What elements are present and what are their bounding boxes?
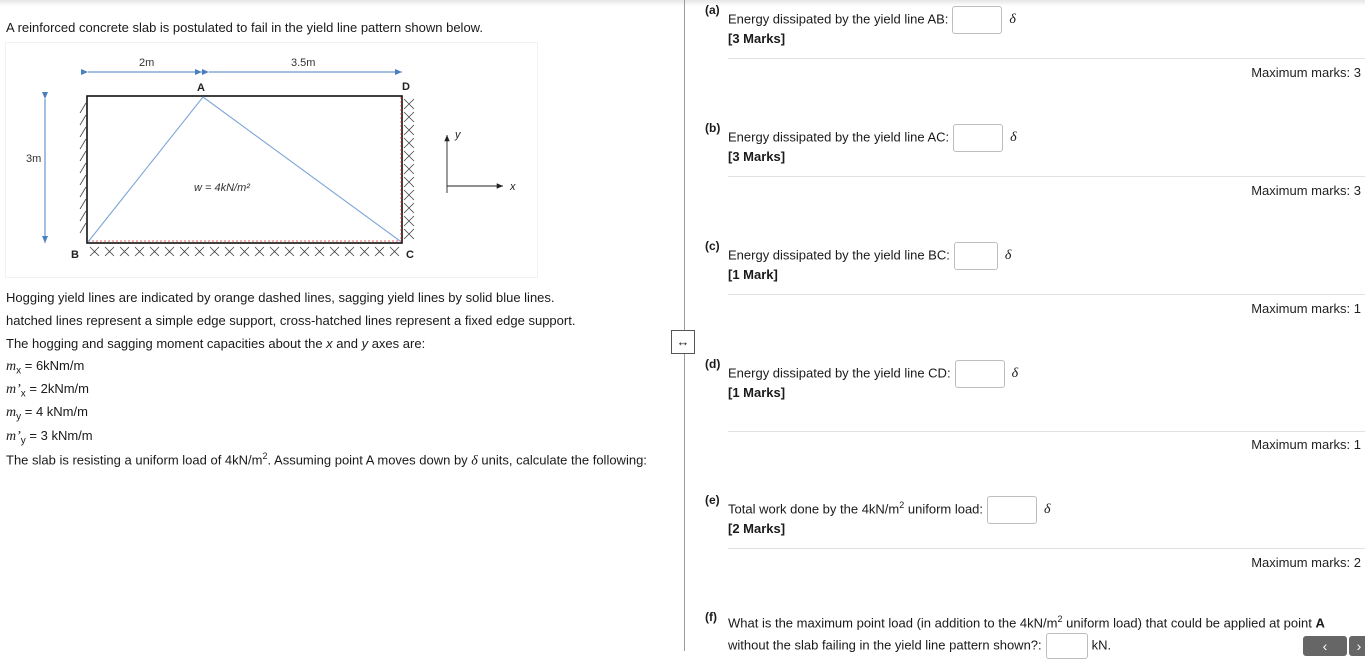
question-letter: (e)	[705, 493, 720, 507]
left-edge-hatching	[80, 103, 86, 233]
max-marks: Maximum marks: 2	[1251, 555, 1361, 570]
separator	[728, 294, 1365, 295]
max-marks: Maximum marks: 3	[1251, 65, 1361, 80]
figure-svg	[6, 43, 537, 277]
bottom-edge-cross-hatching	[90, 247, 399, 256]
sagging-line-ac	[203, 97, 400, 241]
para-yield-lines: Hogging yield lines are indicated by orange dashed lines, sagging yield lines by solid blue lines.	[6, 290, 555, 305]
answer-input-f[interactable]	[1046, 633, 1088, 659]
separator	[728, 431, 1365, 432]
separator	[728, 176, 1365, 177]
point-a-label: A	[197, 82, 205, 94]
yield-line-figure	[6, 43, 537, 277]
formula-mpx: $m’_x = 2kNm/m$	[6, 381, 89, 400]
intro-text: A reinforced concrete slab is postulated to fail in the yield line pattern shown below.	[6, 20, 483, 35]
question-letter: (f)	[705, 610, 717, 624]
questions-panel	[685, 0, 1365, 651]
separator	[728, 58, 1365, 59]
marks-label: [1 Marks]	[728, 385, 786, 400]
point-b-label: B	[71, 249, 79, 261]
question-text: Total work done by the $4kN/m^2$ uniform load: δ	[728, 496, 1051, 524]
separator	[728, 548, 1365, 549]
answer-input-c[interactable]	[954, 242, 998, 270]
formula-mpy: $m’_y = 3$ kNm/m	[6, 428, 93, 447]
formula-my: $m_y = 4$ kNm/m	[6, 404, 88, 423]
question-letter: (b)	[705, 121, 721, 135]
question-letter: (d)	[705, 357, 721, 371]
sagging-line-ab	[88, 97, 203, 242]
answer-input-d[interactable]	[955, 360, 1005, 388]
right-edge-cross-hatching	[404, 99, 414, 239]
resize-handle-icon[interactable]: ↔	[671, 330, 695, 354]
answer-input-e[interactable]	[987, 496, 1037, 524]
question-stem-panel	[0, 0, 684, 651]
next-button[interactable]: ›	[1349, 636, 1365, 656]
max-marks: Maximum marks: 1	[1251, 301, 1361, 316]
para-capacities: The hogging and sagging moment capacities about the x and y axes are:	[6, 336, 426, 351]
formula-mx: $m_x = 6kNm/m$	[6, 358, 85, 377]
slab-outline	[87, 96, 402, 243]
marks-label: [3 Marks]	[728, 149, 786, 164]
point-c-label: C	[406, 249, 414, 261]
question-text: What is the maximum point load (in addition to the $4kN/m^2$ uniform load) that could be applied at point A without the slab failing in the yield line pattern shown?: kN.	[728, 609, 1358, 659]
para-supports: hatched lines represent a simple edge support, cross-hatched lines represent a fixed edge support.	[6, 313, 576, 328]
marks-label: [3 Marks]	[728, 31, 786, 46]
x-axis-label: x	[510, 181, 516, 193]
previous-button[interactable]: ‹	[1303, 636, 1347, 656]
point-d-label: D	[402, 81, 410, 93]
answer-input-b[interactable]	[953, 124, 1003, 152]
answer-input-a[interactable]	[952, 6, 1002, 34]
marks-label: [1 Mark]	[728, 267, 778, 282]
dim-label-2m: 2m	[139, 57, 155, 69]
question-text: Energy dissipated by the yield line BC: δ	[728, 242, 1011, 270]
question-letter: (c)	[705, 239, 720, 253]
max-marks: Maximum marks: 1	[1251, 437, 1361, 452]
max-marks: Maximum marks: 3	[1251, 183, 1361, 198]
marks-label: [2 Marks]	[728, 521, 786, 536]
question-text: Energy dissipated by the yield line AB: δ	[728, 6, 1016, 34]
para-load-instruction: The slab is resisting a uniform load of $4kN/m^2$. Assuming point A moves down by δ units, calculate the following:	[6, 451, 647, 469]
question-letter: (a)	[705, 3, 720, 17]
dim-label-3-5m: 3.5m	[291, 57, 316, 69]
load-label: w = 4kN/m²	[194, 182, 250, 194]
question-text: Energy dissipated by the yield line CD: δ	[728, 360, 1018, 388]
y-axis-label: y	[455, 129, 461, 141]
dim-label-3m: 3m	[26, 153, 42, 165]
question-text: Energy dissipated by the yield line AC: δ	[728, 124, 1017, 152]
